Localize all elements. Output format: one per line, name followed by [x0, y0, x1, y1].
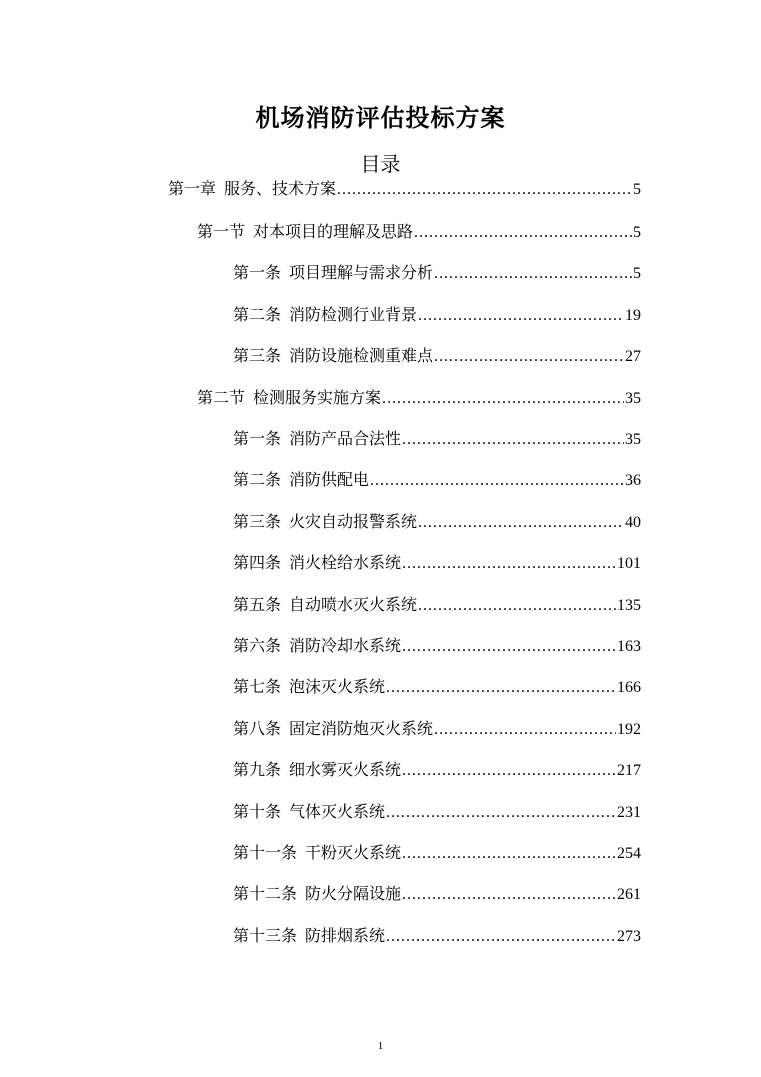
toc-leader-dots	[434, 262, 632, 286]
toc-leader-dots	[402, 842, 616, 866]
toc-entry[interactable]	[233, 304, 641, 328]
toc-entry-number: 第八条	[233, 720, 282, 738]
toc-entry-page: 35	[625, 389, 641, 407]
toc-entry-label: 固定消防炮灭火系统	[289, 720, 434, 738]
toc-entry-page: 135	[617, 596, 641, 614]
toc-entry[interactable]	[233, 635, 641, 659]
toc-entry-label: 消防供配电	[289, 472, 370, 490]
toc-entry-label: 泡沫灭火系统	[289, 679, 386, 697]
toc-leader-dots	[382, 387, 624, 411]
toc-entry-label: 防排烟系统	[305, 927, 386, 945]
toc-entry-label: 检测服务实施方案	[253, 389, 382, 407]
toc-entry[interactable]	[233, 345, 641, 369]
toc-entry-page: 261	[617, 886, 641, 904]
toc-entry-number: 第五条	[233, 596, 282, 614]
toc-leader-dots	[434, 718, 616, 742]
toc-entry[interactable]	[233, 594, 641, 618]
toc-entry-page: 5	[633, 224, 641, 241]
toc-entry-label: 消防设施检测重难点	[289, 348, 434, 366]
toc-entry-number: 第三条	[233, 513, 282, 531]
toc-entry-label: 对本项目的理解及思路	[253, 224, 414, 241]
toc-entry-page: 163	[617, 638, 641, 655]
toc-entry-label: 服务、技术方案	[224, 181, 337, 198]
toc-entry-page: 35	[625, 431, 641, 448]
toc-entry[interactable]	[197, 387, 641, 411]
toc-entry-label: 自动喷水灭火系统	[289, 596, 418, 614]
toc-entry-label: 细水雾灭火系统	[289, 762, 402, 780]
toc-entry-number: 第二条	[233, 472, 282, 490]
toc-entry-number: 第一条	[233, 431, 282, 448]
toc-entry[interactable]	[233, 262, 641, 286]
toc-entry-page: 192	[617, 720, 641, 738]
toc-entry[interactable]	[233, 925, 641, 949]
toc-entry-number: 第三条	[233, 348, 282, 366]
toc-entry-page: 36	[625, 472, 641, 490]
toc-entry[interactable]	[168, 178, 641, 202]
toc-leader-dots	[402, 759, 616, 783]
toc-entry[interactable]	[233, 428, 641, 452]
toc-leader-dots	[386, 676, 616, 700]
toc-entry-label: 消防产品合法性	[289, 431, 402, 448]
toc-heading: 目录	[360, 152, 401, 176]
toc-entry[interactable]	[233, 676, 641, 700]
toc-leader-dots	[418, 304, 624, 328]
toc-entry[interactable]	[233, 842, 641, 866]
toc-entry-number: 第十二条	[233, 886, 298, 904]
toc-leader-dots	[402, 552, 616, 576]
toc-entry-page: 217	[617, 762, 641, 780]
toc-entry[interactable]	[233, 718, 641, 742]
toc-leader-dots	[418, 594, 616, 618]
toc-entry-page: 27	[625, 348, 641, 366]
toc-entry[interactable]	[233, 469, 641, 493]
toc-leader-dots	[337, 178, 632, 202]
page-number: 1	[377, 1040, 384, 1052]
toc-entry-number: 第一节	[197, 224, 246, 241]
toc-entry-label: 干粉灭火系统	[305, 845, 402, 862]
toc-entry-number: 第十一条	[233, 845, 298, 862]
toc-leader-dots	[402, 428, 624, 452]
toc-leader-dots	[434, 345, 624, 369]
toc-entry[interactable]	[233, 552, 641, 576]
toc-entry-page: 40	[625, 513, 641, 531]
document-title: 机场消防评估投标方案	[255, 106, 506, 132]
toc-entry[interactable]	[197, 221, 641, 245]
toc-entry-number: 第六条	[233, 638, 282, 655]
toc-entry-number: 第二条	[233, 306, 282, 324]
toc-entry-page: 273	[617, 927, 641, 945]
toc-entry-label: 消防冷却水系统	[289, 638, 402, 655]
toc-entry-page: 101	[617, 555, 641, 573]
toc-entry-number: 第一章	[168, 181, 217, 198]
toc-entry-number: 第二节	[197, 389, 246, 407]
toc-entry-page: 254	[617, 845, 641, 862]
toc-entry-number: 第七条	[233, 679, 282, 697]
toc-entry-page: 5	[633, 265, 641, 283]
toc-entry-number: 第十条	[233, 803, 282, 821]
toc-entry-page: 231	[617, 803, 641, 821]
toc-entry-number: 第九条	[233, 762, 282, 780]
toc-leader-dots	[418, 511, 624, 535]
toc-entry-label: 项目理解与需求分析	[289, 265, 434, 283]
toc-entry[interactable]	[233, 511, 641, 535]
toc-entry-number: 第一条	[233, 265, 282, 283]
toc-leader-dots	[414, 221, 632, 245]
toc-entry[interactable]	[233, 883, 641, 907]
toc-leader-dots	[402, 635, 616, 659]
toc-leader-dots	[386, 925, 616, 949]
toc-entry[interactable]	[233, 759, 641, 783]
toc-entry-number: 第四条	[233, 555, 282, 573]
toc-entry-page: 19	[625, 306, 641, 324]
toc-leader-dots	[402, 883, 616, 907]
toc-entry-label: 消防检测行业背景	[289, 306, 418, 324]
toc-entry-label: 防火分隔设施	[305, 886, 402, 904]
toc-leader-dots	[386, 801, 616, 825]
toc-entry-label: 消火栓给水系统	[289, 555, 402, 573]
toc-entry-number: 第十三条	[233, 927, 298, 945]
toc-leader-dots	[370, 469, 624, 493]
toc-entry-label: 火灾自动报警系统	[289, 513, 418, 531]
toc-entry-page: 5	[633, 181, 641, 198]
toc-entry[interactable]	[233, 801, 641, 825]
toc-entry-page: 166	[617, 679, 641, 697]
toc-entry-label: 气体灭火系统	[289, 803, 386, 821]
